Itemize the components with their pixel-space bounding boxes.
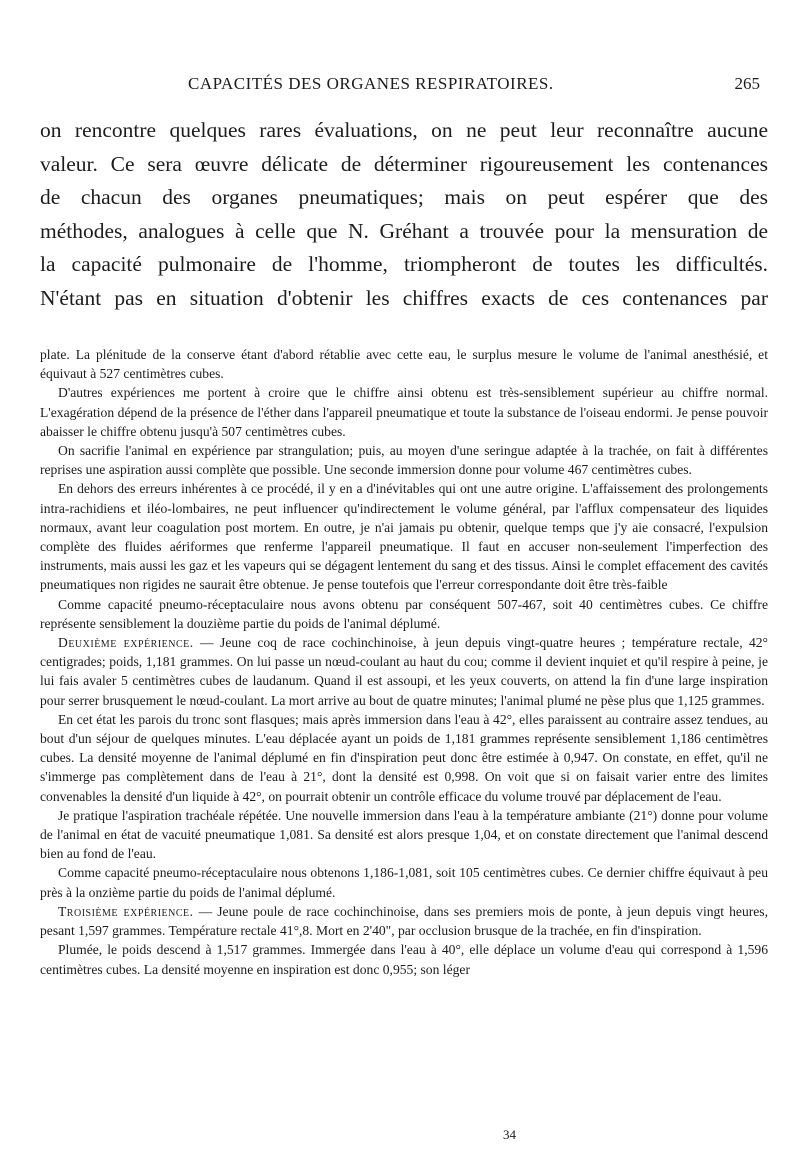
paragraph (40, 863, 768, 901)
paragraph-text: Plumée, le poids descend à 1,517 grammes. Immergée dans l'eau à 40°, elle déplace un volume d'eau qui correspond à 1,596 centimètres cubes. La densité moyenne en inspiration est donc 0,955; son léger (40, 942, 768, 977)
page-number: 265 (734, 74, 760, 93)
lead-paragraph (40, 114, 768, 315)
paragraph-text: Comme capacité pneumo-réceptaculaire nous obtenons 1,186-1,081, soit 105 centimètres cubes. Ce dernier chiffre équivaut à peu près à la onzième partie du poids de l'animal déplumé. (40, 865, 768, 900)
paragraph (40, 710, 768, 806)
experiment-label: Troisième expérience. (58, 903, 194, 919)
lead-line: N'étant pas en situation d'obtenir les chiffres exacts de ces contenances par (40, 285, 768, 310)
paragraph (40, 441, 768, 479)
paragraph-text: En dehors des erreurs inhérentes à ce procédé, il y en a d'inévitables qui ont une autre origine. L'affaissement des prolongements intra-rachidiens et iléo-lombaires, ne peut influencer qu'indirectement le volume général, par l'afflux compensateur des liquides normaux, avant leur coagulation post mortem. En outre, je n'ai jamais pu obtenir, quelque temps que j'y aie consacré, l'expulsion complète des fluides aériformes que renferme l'appareil pneumatique. Il faut en accuser non-seulement l'imperfection des instruments, mais aussi les gaz et les vapeurs qui se dégagent lentement du sang et des tissus. Ainsi le complet effacement des cavités pneumatiques non rigides ne saurait être obtenue. Je pense toutefois que l'erreur correspondante doit être très-faible (40, 481, 768, 593)
body-text (40, 345, 768, 979)
paragraph (40, 595, 768, 633)
paragraph-text: Je pratique l'aspiration trachéale répétée. Une nouvelle immersion dans l'eau à la température ambiante (21°) donne pour volume de l'animal en état de vacuité pneumatique 1,081. Sa densité est alors presque 1,04, et on constate directement que l'animal descend bien au fond de l'eau. (40, 807, 768, 862)
lead-line: on rencontre quelques rares évaluations, on ne peut leur reconnaître aucune (40, 118, 768, 142)
experiment-label: Deuxième expérience. (58, 635, 194, 651)
paragraph-text: D'autres expériences me portent à croire que le chiffre ainsi obtenu est très-sensiblement supérieur au chiffre normal. L'exagération dépend de la présence de l'éther dans l'appareil pneumatique et toute la substance de l'oiseau endormi. Je pense pouvoir abaisser le chiffre obtenu jusqu'à 507 centimètres cubes. (40, 385, 768, 439)
lead-line: de chacun des organes pneumatiques; mais on peut espérer que des (40, 185, 768, 209)
paragraph (40, 383, 768, 441)
running-header (40, 74, 768, 104)
paragraph (40, 902, 768, 940)
lead-line: valeur. Ce sera œuvre délicate de déterminer rigoureusement les contenances (40, 151, 768, 176)
paragraph-text: — Jeune poule de race cochinchinoise, dans ses premiers mois de ponte, à jeun depuis vingt heures, pesant 1,597 grammes. Température rectale 41°,8. Mort en 2'40", par occlusion brusque de la trachée, en fin d'inspiration. (40, 903, 768, 939)
paragraph (40, 479, 768, 594)
lead-line: la capacité pulmonaire de l'homme, triompheront de toutes les difficultés. (40, 252, 768, 276)
paragraph-text: En cet état les parois du tronc sont flasques; mais après immersion dans l'eau à 42°, elles paraissent au contraire assez tendues, au bout d'un séjour de quelques minutes. L'eau déplacée ayant un poids de 1,181 grammes représente sensiblement 1,186 centimètres cubes. La densité moyenne de l'animal déplumé en fin d'inspiration peut donc être estimée à 0,947. On constate, en effet, qu'il ne s'immerge pas complètement dans de l'eau à 21°, dont la densité est 0,998. On voit que si on faisait varier entre des limites convenables la densité d'un liquide à 42°, on pourrait obtenir un contrôle efficace du volume trouvé par déplacement de l'eau. (40, 711, 768, 804)
paragraph (40, 806, 768, 864)
paragraph-text: On sacrifie l'animal en expérience par strangulation; puis, au moyen d'une seringue adaptée à la trachée, on fait à différentes reprises une aspiration aussi complète que possible. Une seconde immersion donne pour volume 467 centimètres cubes. (40, 443, 768, 478)
paragraph-text: Comme capacité pneumo-réceptaculaire nous avons obtenu par conséquent 507-467, soit 40 centimètres cubes. Ce chiffre représente sensiblement la douzième partie du poids de l'animal déplumé. (40, 596, 768, 631)
paragraph-text: — Jeune coq de race cochinchinoise, à jeun depuis vingt-quatre heures ; température rectale, 42° centigrades; poids, 1,181 grammes. On lui passe un nœud-coulant au haut du cou; comme il devient inquiet et qu'il respire à peine, je lui fais avaler 5 centimètres cubes de laudanum. Quand il est assoupi, et les yeux couverts, on attend la fin d'une large inspiration pour serrer brusquement le nœud-coulant. La mort arrive au bout de quatre minutes; l'animal plumé ne pèse plus que 1,125 grammes. (40, 635, 768, 708)
page (40, 0, 768, 979)
signature-mark: 34 (503, 1127, 516, 1142)
paragraph (40, 633, 768, 710)
paragraph (40, 940, 768, 978)
header-title: CAPACITÉS DES ORGANES RESPIRATOIRES. (188, 74, 554, 93)
lead-line: méthodes, analogues à celle que N. Gréhant a trouvée pour la mensuration de (40, 218, 768, 243)
paragraph-text: plate. La plénitude de la conserve étant d'abord rétablie avec cette eau, le surplus mesure le volume de l'animal anesthésié, et équivaut à 527 centimètres cubes. (40, 347, 768, 382)
paragraph (40, 345, 768, 383)
